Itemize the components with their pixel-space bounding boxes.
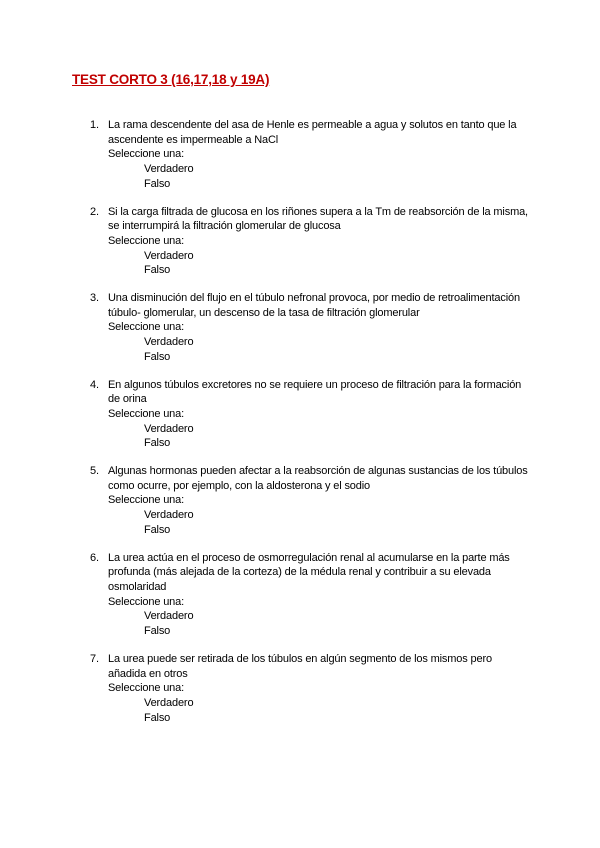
question-3 (0, 291, 600, 365)
option-falso[interactable]: Falso (144, 350, 171, 363)
question-number: 5. (90, 465, 99, 478)
option-verdadero[interactable]: Verdadero (144, 336, 194, 349)
question-number: 2. (90, 205, 99, 218)
question-7 (0, 652, 600, 726)
question-text: Una disminución del flujo en el túbulo nefronal provoca, por medio de retroalimentación túbulo- glomerular, un descenso de la tasa de filtración glomerular (108, 292, 520, 319)
option-falso[interactable]: Falso (144, 264, 171, 277)
option-verdadero[interactable]: Verdadero (144, 696, 194, 709)
question-list (0, 118, 600, 738)
question-text: Algunas hormonas pueden afectar a la reabsorción de algunas sustancias de los túbulos como ocurre, por ejemplo, con la aldosterona y el sodio (108, 465, 528, 492)
option-falso[interactable]: Falso (144, 711, 171, 724)
select-label: Seleccione una: (108, 321, 185, 334)
question-text: Si la carga filtrada de glucosa en los riñones supera a la Tm de reabsorción de la misma, se interrumpirá la filtración glomerular de glucosa (108, 205, 528, 233)
question-text: La rama descendente del asa de Henle es permeable a agua y solutos en tanto que la ascendente es impermeable a NaCl (108, 119, 517, 146)
select-label: Seleccione una: (108, 407, 185, 420)
option-verdadero[interactable]: Verdadero (144, 249, 194, 262)
question-5 (0, 464, 600, 538)
option-falso[interactable]: Falso (144, 523, 171, 536)
select-label: Seleccione una: (108, 148, 185, 161)
question-number: 3. (90, 292, 99, 305)
question-number: 6. (90, 551, 99, 564)
question-4 (0, 378, 600, 452)
question-text: La urea puede ser retirada de los túbulos en algún segmento de los mismos pero añadida en otros (108, 652, 492, 680)
option-falso[interactable]: Falso (144, 437, 171, 450)
option-verdadero[interactable]: Verdadero (144, 422, 194, 435)
select-label: Seleccione una: (108, 494, 185, 507)
page-title: TEST CORTO 3 (16,17,18 y 19A) (72, 72, 270, 87)
select-label: Seleccione una: (108, 595, 185, 608)
question-6 (0, 551, 600, 639)
select-label: Seleccione una: (108, 234, 185, 247)
question-number: 4. (90, 378, 99, 391)
question-1 (0, 118, 600, 192)
option-falso[interactable]: Falso (144, 177, 171, 190)
option-verdadero[interactable]: Verdadero (144, 509, 194, 522)
option-verdadero[interactable]: Verdadero (144, 163, 194, 176)
question-number: 1. (90, 119, 99, 131)
option-verdadero[interactable]: Verdadero (144, 610, 194, 623)
question-text: En algunos túbulos excretores no se requiere un proceso de filtración para la formación de orina (108, 378, 522, 406)
question-text: La urea actúa en el proceso de osmorregulación renal al acumularse en la parte más profunda (más alejada de la corteza) de la médula renal y contribuir a su elevada osmolaridad (108, 551, 510, 593)
question-2 (0, 205, 600, 279)
option-falso[interactable]: Falso (144, 625, 171, 638)
question-number: 7. (90, 652, 99, 665)
select-label: Seleccione una: (108, 682, 185, 695)
